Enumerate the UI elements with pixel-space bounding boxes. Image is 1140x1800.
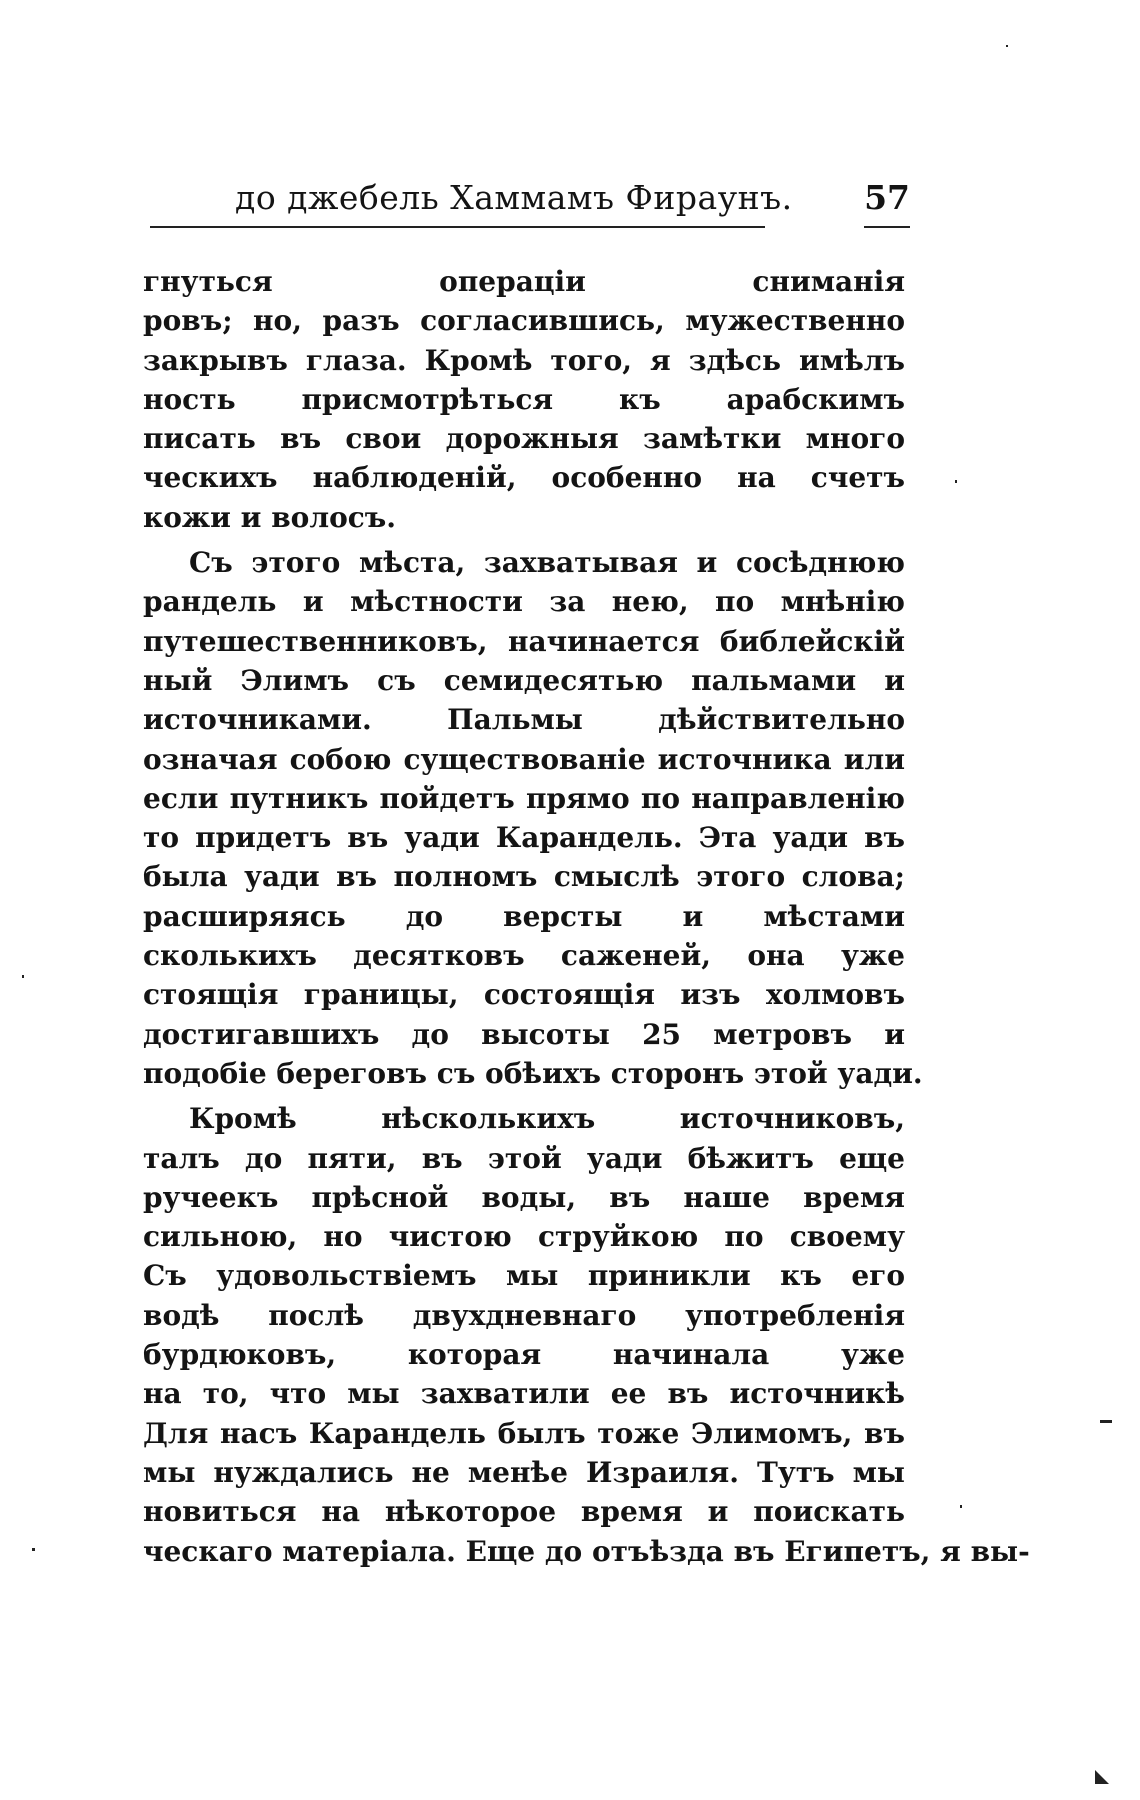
text-line: ческаго матеріала. Еще до отъѣзда въ Египетъ, я вы- bbox=[143, 1534, 1030, 1568]
text-line: Съ этого мѣста, захватывая и сосѣднюю bbox=[189, 546, 905, 580]
text-line: то придетъ въ уади Карандель. Эта уади въ bbox=[143, 821, 905, 855]
body-text bbox=[143, 262, 1030, 1571]
text-line: если путникъ пойдетъ прямо по направленію bbox=[143, 781, 905, 815]
text-line: талъ до пяти, въ этой уади бѣжитъ еще bbox=[143, 1141, 905, 1175]
text-line: гнуться операціи сниманія bbox=[143, 265, 905, 298]
page-number: 57 bbox=[864, 178, 910, 217]
text-line: писать въ свои дорожныя замѣтки много bbox=[143, 422, 905, 456]
text-line: Съ удовольствіемъ мы приникли къ его bbox=[143, 1259, 905, 1293]
text-line: закрывъ глаза. Кромѣ того, я здѣсь имѣлъ bbox=[143, 343, 905, 377]
text-line: сколькихъ десятковъ саженей, она уже bbox=[143, 939, 905, 973]
text-line: означая собою существованіе источника или bbox=[143, 742, 905, 776]
text-line: стоящія границы, состоящія изъ холмовъ bbox=[143, 978, 905, 1012]
text-line: бурдюковъ, которая начинала уже bbox=[143, 1338, 905, 1372]
text-line: источниками. Пальмы дѣйствительно bbox=[143, 703, 905, 737]
text-line: подобіе береговъ съ обѣихъ сторонъ этой уади. bbox=[143, 1056, 923, 1090]
running-header bbox=[150, 178, 910, 228]
text-line: достигавшихъ до высоты 25 метровъ и bbox=[143, 1017, 905, 1051]
scan-speck bbox=[32, 1548, 35, 1551]
text-line: расширяясь до версты и мѣстами bbox=[143, 899, 905, 933]
scan-speck bbox=[955, 480, 957, 483]
paragraph bbox=[143, 262, 905, 537]
scan-speck bbox=[1006, 45, 1008, 47]
scan-speck bbox=[960, 1505, 962, 1508]
paragraph bbox=[143, 543, 923, 1093]
text-line: кожи и волосъ. bbox=[143, 500, 397, 534]
scan-speck bbox=[1100, 1420, 1112, 1423]
text-line: сильною, но чистою струйкою по своему bbox=[143, 1220, 905, 1254]
text-line: ность присмотрѣться къ арабскимъ bbox=[143, 382, 905, 416]
text-line: ровъ; но, разъ согласившись, мужественно bbox=[143, 304, 905, 338]
header-rule bbox=[150, 226, 765, 228]
text-line: водѣ послѣ двухдневнаго употребленія bbox=[143, 1298, 905, 1332]
text-line: была уади въ полномъ смыслѣ этого слова; bbox=[143, 860, 905, 894]
scan-speck bbox=[22, 975, 24, 978]
paragraph bbox=[143, 1099, 1030, 1571]
text-line: новиться на нѣкоторое время и поискать bbox=[143, 1495, 905, 1529]
scan-corner-mark bbox=[1095, 1770, 1109, 1784]
text-line: Кромѣ нѣсколькихъ источниковъ, bbox=[189, 1102, 905, 1136]
text-line: на то, что мы захватили ее въ источникѣ bbox=[143, 1377, 905, 1411]
text-line: ный Элимъ съ семидесятью пальмами и bbox=[143, 663, 905, 697]
text-line: рандель и мѣстности за нею, по мнѣнію bbox=[143, 585, 905, 619]
running-title: до джебель Хаммамъ Фираунъ. bbox=[235, 178, 793, 217]
text-line: путешественниковъ, начинается библейскій bbox=[143, 624, 905, 658]
header-rule-short bbox=[864, 226, 910, 228]
text-line: Для насъ Карандель былъ тоже Элимомъ, въ bbox=[143, 1416, 905, 1450]
text-line: мы нуждались не менѣе Израиля. Тутъ мы bbox=[143, 1455, 905, 1489]
text-line: ческихъ наблюденій, особенно на счетъ bbox=[143, 461, 905, 495]
text-line: ручеекъ прѣсной воды, въ наше время bbox=[143, 1180, 905, 1214]
